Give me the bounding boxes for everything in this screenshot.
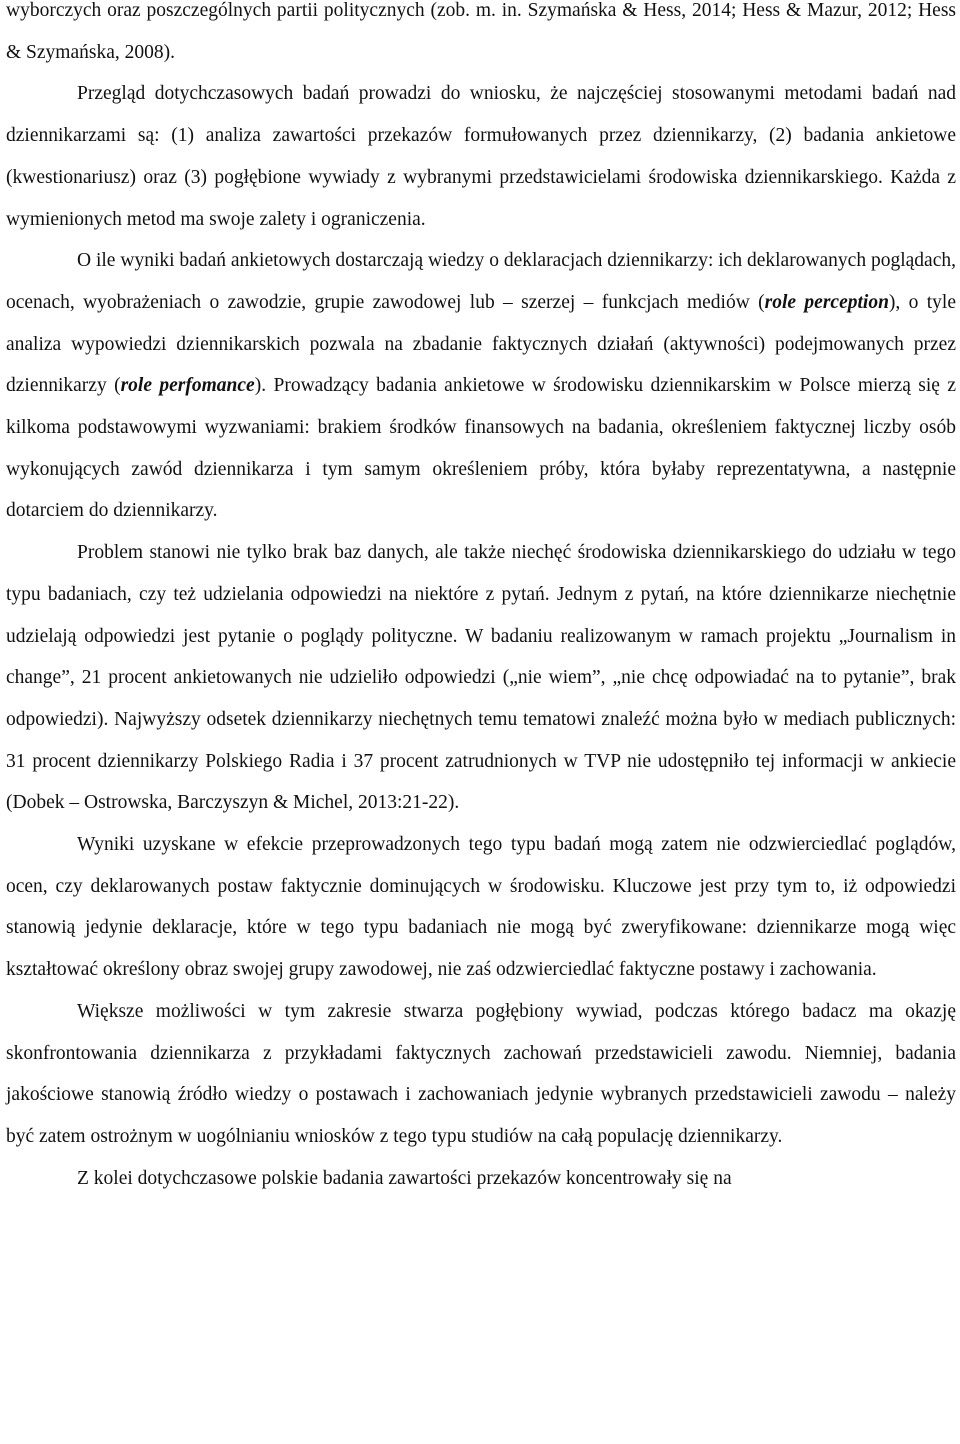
- paragraph-3: [6, 240, 956, 532]
- paragraph-text: Większe możliwości w tym zakresie stwarza pogłębiony wywiad, podczas którego badacz ma okazję skonfrontowania dziennikarza z przykładami faktycznych zachowań przedstawicieli zawodu. Niemniej, badania jakościowe stanowią źródło wiedzy o postawach i zachowaniach jedynie wybranych przedstawicieli zawodu – należy być zatem ostrożnym w uogólnianiu wniosków z tego typu studiów na całą populację dziennikarzy.: [6, 1000, 956, 1147]
- paragraph-text: Z kolei dotychczasowe polskie badania zawartości przekazów koncentrowały się na: [77, 1167, 732, 1189]
- paragraph-2: [6, 73, 956, 240]
- paragraph-text: ), o tyle analiza wypowiedzi dziennikarskich pozwala na zbadanie faktycznych działań (aktywności) podejmowanych przez dziennikarzy (: [6, 291, 956, 397]
- paragraph-text: Przegląd dotychczasowych badań prowadzi do wniosku, że najczęściej stosowanymi metodami badań nad dziennikarzami są: (1) analiza zawartości przekazów formułowanych przez dziennikarzy, (2) badania ankietowe (kwestionariusz) oraz (3) pogłębione wywiady z wybranymi przedstawicielami środowiska dziennikarskiego. Każda z wymienionych metod ma swoje zalety i ograniczenia.: [6, 83, 956, 230]
- paragraph-4: [6, 532, 956, 824]
- paragraph-5: [6, 824, 956, 991]
- paragraph-7: [6, 1158, 956, 1200]
- paragraph-text: Problem stanowi nie tylko brak baz danych, ale także niechęć środowiska dziennikarskiego do udziału w tego typu badaniach, czy też udzielania odpowiedzi na niektóre z pytań. Jednym z pytań, na które dziennikarze niechętnie udzielają odpowiedzi jest pytanie o poglądy polityczne. W badaniu realizowanym w ramach projektu „Journalism in change”, 21 procent ankietowanych nie udzieliło odpowiedzi („nie wiem”, „nie chcę odpowiadać na to pytanie”, brak odpowiedzi). Najwyższy odsetek dziennikarzy niechętnych temu tematowi znaleźć można było w mediach publicznych: 31 procent dziennikarzy Polskiego Radia i 37 procent zatrudnionych w TVP nie udostępniło tej informacji w ankiecie (Dobek – Ostrowska, Barczyszyn & Michel, 2013:21-22).: [6, 542, 956, 814]
- paragraph-6: [6, 991, 956, 1158]
- paragraph-text: O ile wyniki badań ankietowych dostarczają wiedzy o deklaracjach dziennikarzy: ich deklarowanych poglądach, ocenach, wyobrażeniach o zawodzie, grupie zawodowej lub – szerzej – funkcjach mediów (: [6, 250, 956, 313]
- emphasis-term: role perfomance: [120, 375, 255, 397]
- paragraph-text: ). Prowadzący badania ankietowe w środowisku dziennikarskim w Polsce mierzą się z kilkoma podstawowymi wyzwaniami: brakiem środków finansowych na badania, określeniem faktycznej liczby osób wykonujących zawód dziennikarza i tym samym określeniem próby, która byłaby reprezentatywna, a następnie dotarciem do dziennikarzy.: [6, 375, 956, 522]
- emphasis-term: role perception: [764, 291, 889, 313]
- paragraph-1: [6, 0, 956, 73]
- paragraph-text: wyborczych oraz poszczególnych partii politycznych (zob. m. in. Szymańska & Hess, 2014; Hess & Mazur, 2012; Hess & Szymańska, 2008).: [6, 0, 956, 63]
- paragraph-text: Wyniki uzyskane w efekcie przeprowadzonych tego typu badań mogą zatem nie odzwierciedlać poglądów, ocen, czy deklarowanych postaw faktycznie dominujących w środowisku. Kluczowe jest przy tym to, iż odpowiedzi stanowią jedynie deklaracje, które w tego typu badaniach nie mogą być zweryfikowane: dziennikarze mogą więc kształtować określony obraz swojej grupy zawodowej, nie zaś odzwierciedlać faktyczne postawy i zachowania.: [6, 834, 956, 981]
